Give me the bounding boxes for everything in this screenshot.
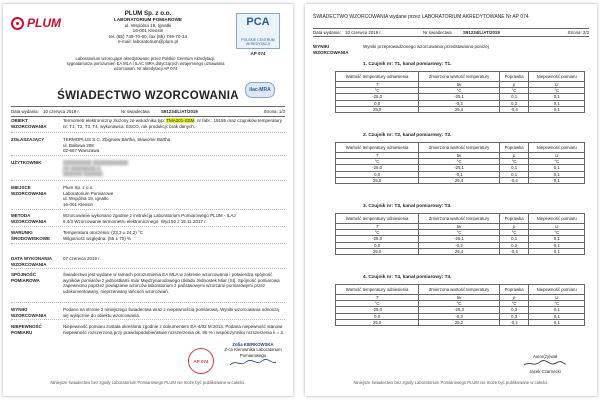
field-value: 07 czerwca 2019 r. — [63, 256, 101, 261]
column-header: Zmierzona wartość temperatury — [419, 214, 500, 224]
symbol-cell: p — [499, 224, 529, 230]
column-header: Zmierzona wartość temperatury — [419, 285, 500, 295]
table-cell: -0,2 — [419, 100, 500, 106]
table-cell: 0,1 — [529, 242, 585, 248]
author-block — [505, 354, 585, 375]
table-cell: -0,3 — [419, 313, 500, 319]
accreditation-statement: Laboratorium wzorcujące akredytowane przez Polskie Centrum Akredytacji, sygnatariusza porozumień EA MLA i ILAC MRA dotyczących wzajemnego uznawania wzorcowań. Nr akredytacji AP 074 — [66, 56, 225, 72]
plum-logo — [11, 16, 67, 32]
table-cell: 0,0 — [336, 242, 419, 248]
certificate-title: ŚWIADECTWO WZORCOWANIA — [57, 90, 239, 102]
unit-cell: °C — [336, 88, 419, 94]
table-cell: -25,0 — [336, 165, 419, 171]
lab-company: PLUM Sp. z o.o. — [124, 10, 172, 17]
unit-cell: °C — [529, 301, 585, 307]
field-label: ZGŁASZAJĄCY — [11, 137, 45, 142]
table-cell: 0,1 — [499, 236, 529, 242]
unit-cell: °C — [499, 301, 529, 307]
symbol-cell: p — [499, 295, 529, 301]
table-cell: -0,1 — [419, 171, 500, 177]
symbol-cell: tw — [419, 153, 500, 159]
table-cell: -0,2 — [419, 242, 500, 248]
column-header: Wartość temperatury odniesienia — [336, 143, 419, 153]
table-cell: 0,3 — [499, 307, 529, 313]
unit-cell: °C — [336, 301, 419, 307]
table-header-row — [336, 143, 585, 153]
sensor-section-title: 3. Czujnik nr: T3, kanał pomiarowy: T3. — [363, 204, 452, 209]
sensor-section-title: 4. Czujnik nr: T4, kanał pomiarowy: T4. — [363, 275, 452, 280]
table-row — [336, 106, 585, 112]
table-cell: 25,4 — [419, 248, 500, 254]
symbol-cell: tw — [419, 82, 500, 88]
symbol-cell: tw — [419, 295, 500, 301]
unit-cell: °C — [499, 159, 529, 165]
field-value: Niepewność pomiaru została określona zgodnie z dokumentem EA-4/02 M:2013. Podana niepewność stanowi niepewność rozszerzoną przy prawdopodobieństwie rozszerzenia ok. 95 % i współczynniku rozszerzenia k = 2. — [63, 324, 285, 335]
table-cell: 25,2 — [419, 319, 500, 325]
symbol-cell: U — [529, 295, 585, 301]
symbol-cell: T — [336, 82, 419, 88]
issue-date-label: Data wydania: — [11, 109, 39, 114]
lab-header — [83, 10, 213, 45]
table-cell: 0,1 — [529, 165, 585, 171]
field-zglaszajacy — [11, 137, 285, 156]
certificate-page-1 — [3, 4, 293, 396]
handwritten-signature — [228, 358, 278, 368]
table-cell: 0,1 — [529, 307, 585, 313]
field-value: TERMOPLUS S.C. Zbigniew Bartha, Sławomir Bartha ul. Bałtowa 208 02-667 Warszawa — [63, 137, 171, 154]
calibration-table — [335, 284, 585, 326]
table-cell: -25,1 — [419, 94, 500, 100]
issue-date-value: 10 czerwca 2019 r. — [43, 109, 80, 114]
issue-date-value: 10 czerwca 2019 r. — [345, 30, 382, 35]
page-number: Strona: 2/3 — [567, 30, 589, 35]
field-label: NIEPEWNOŚĆ POMIARU — [11, 324, 42, 335]
calibration-table — [335, 71, 585, 113]
table-cell: -25,0 — [336, 307, 419, 313]
field-label: METODA WZORCOWANIA — [11, 213, 47, 224]
table-cell: -25,1 — [419, 165, 500, 171]
table-cell: 0,2 — [499, 242, 529, 248]
symbol-cell: T — [336, 224, 419, 230]
accreditation-code: AP 074 — [250, 51, 266, 56]
field-label: OBIEKT WZORCOWANIA — [11, 118, 47, 129]
table-cell: 25,4 — [419, 106, 500, 112]
unit-cell: °C — [529, 159, 585, 165]
signatory-name: Zofia KIERKOWSKA — [232, 342, 274, 347]
plum-logo-text: PLUM — [27, 16, 61, 30]
field-label: WARUNKI ŚRODOWISKOWE — [11, 230, 50, 241]
column-header: Poprawka — [499, 214, 529, 224]
cert-number-label: Nr świadectwa — [423, 30, 452, 35]
unit-cell: °C — [419, 159, 500, 165]
column-header: Niepewność pomiaru — [529, 143, 585, 153]
cert-number-value: S91234/L/AT/2019 — [161, 109, 198, 114]
column-header: Wartość temperatury odniesienia — [336, 72, 419, 82]
author-label: Autor(zy)wał — [533, 354, 557, 359]
table-cell: 0,1 — [499, 165, 529, 171]
pca-logo-text: PCA — [246, 16, 270, 28]
issue-date-label: Data wydania: — [313, 30, 341, 35]
field-value: Termometr elektroniczny złożony ze wskaźnika typ: TMA201-SSM, nr fabr.: 19155 oraz czujników temperatury nr: T1, T2, T3, T4, wykonawca: ESCO, rok produkcji: brak danych. — [63, 118, 283, 129]
table-cell: 0,0 — [336, 100, 419, 106]
unit-cell: °C — [419, 88, 500, 94]
field-warunki — [11, 230, 285, 244]
cert-number-value: S91234/L/AT/2019 — [463, 30, 500, 35]
table-cell: 0,1 — [529, 248, 585, 254]
certificate-meta-row — [11, 106, 285, 117]
table-cell: -0,4 — [499, 177, 529, 183]
column-header: Niepewność pomiaru — [529, 285, 585, 295]
column-header: Niepewność pomiaru — [529, 214, 585, 224]
unit-cell: °C — [529, 88, 585, 94]
results-intro: Wyniki przeprowadzonego wzorcowania przedstawiono poniżej — [363, 44, 489, 49]
field-value: Wzorcowanie wykonano zgodnie z instrukcją Laboratorium Pomiarowego PLUM - ILAJ 6.4/3 Wzorcowanie termometru elektronicznego. Wyd.50 z 15.11.2017 r. — [63, 213, 236, 224]
field-data-wykonania — [11, 256, 285, 269]
lab-phone: tel. (85) 749-70-00, fax (85) 749-70-14 — [108, 33, 188, 39]
sensor-section-title: 2. Czujnik nr: T2, kanał pomiarowy: T2. — [363, 133, 452, 138]
results-label: WYNIKI WZORCOWANIA — [313, 44, 349, 55]
table-cell: 25,0 — [336, 106, 419, 112]
field-metoda — [11, 213, 285, 227]
table-cell: 0,1 — [529, 313, 585, 319]
field-spojnosc — [11, 272, 285, 303]
unit-cell: °C — [499, 230, 529, 236]
page2-meta-row — [313, 28, 589, 37]
page-footer: Niniejsze świadectwo bez zgody Laboratorium Pomiarowego PLUM nie może być publikowane w całości. — [50, 380, 246, 385]
redacted-user-info: █████████ ███████████ ██ ████████ █ ██████ ██████ — [63, 160, 129, 177]
table-cell: 0,1 — [499, 94, 529, 100]
field-value: Świadectwo jest wydane w ramach porozumienia EA MLA w zakresie wzorcowania i potwierdza spójność wyników pomiarów z jednostkami miar Międzynarodowego Układu Jednostek Miar (SI). Spójność pomiarowa zapewniono poprzez powiązanie wzorców laboratorium z państwowymi wzorcami pomiarowymi przez udokumentowany, nieprzerwany łańcuch wzorcowań. — [63, 272, 280, 294]
field-value: Podano na stronie 2 niniejszego świadectwa wraz z niepewnością pomiarową. Wyniki wzorcowania odnoszą się wyłącznie do obiektu wzorcowania. — [63, 307, 279, 318]
symbol-cell: U — [529, 153, 585, 159]
author-signature — [520, 359, 570, 369]
field-miejsce — [11, 185, 285, 210]
table-cell: 25,4 — [419, 177, 500, 183]
table-cell: 0,0 — [336, 313, 419, 319]
table-cell: 0,1 — [529, 106, 585, 112]
column-header: Wartość temperatury odniesienia — [336, 214, 419, 224]
accreditation-stamp: AP 074 — [188, 348, 214, 374]
table-cell: -25,3 — [419, 307, 500, 313]
table-cell: -25,0 — [336, 236, 419, 242]
symbol-cell: p — [499, 82, 529, 88]
table-cell: 0,1 — [529, 177, 585, 183]
field-label: DATA WYKONANIA WZORCOWANIA — [11, 256, 52, 267]
field-wyniki — [11, 307, 285, 320]
table-cell: 0,3 — [499, 313, 529, 319]
symbol-cell: U — [529, 224, 585, 230]
table-cell: 0,0 — [336, 171, 419, 177]
unit-cell: °C — [419, 301, 500, 307]
page2-header: ŚWIADECTWO WZORCOWANIA wydane przez LABORATORIUM AKREDYTOWANE Nr AP 074 — [313, 14, 529, 20]
symbol-cell: T — [336, 295, 419, 301]
table-header-row — [336, 214, 585, 224]
column-header: Poprawka — [499, 143, 529, 153]
table-row — [336, 319, 585, 325]
field-label: UŻYTKOWNIK — [11, 160, 42, 165]
cert-number-label: Nr świadectwa — [121, 109, 150, 114]
pca-logo-subtitle: POLSKIE CENTRUM AKREDYTACJI — [241, 38, 275, 46]
table-cell: -0,2 — [499, 319, 529, 325]
symbol-cell: tw — [419, 224, 500, 230]
table-row — [336, 248, 585, 254]
field-value: Plum Sp. z o.o. Laboratorium Pomiarowe ul. Wspólna 19, Ignatki 16-001 Kleosin — [63, 185, 114, 207]
table-cell: 0,1 — [529, 319, 585, 325]
symbol-cell: p — [499, 153, 529, 159]
table-cell: 25,0 — [336, 319, 419, 325]
table-cell: -0,4 — [499, 248, 529, 254]
column-header: Niepewność pomiaru — [529, 72, 585, 82]
calibration-table — [335, 142, 585, 184]
unit-cell: °C — [336, 230, 419, 236]
lab-city: 16-001 Kleosin — [132, 28, 164, 34]
table-header-row — [336, 72, 585, 82]
table-cell: 25,0 — [336, 248, 419, 254]
table-header-row — [336, 285, 585, 295]
field-value: Temperatura otoczenia: (23,3 ± 24,2) °C Wilgotność względna: (55 ± 70) % — [63, 230, 144, 241]
table-cell: -25,1 — [419, 236, 500, 242]
column-header: Zmierzona wartość temperatury — [419, 143, 500, 153]
table-row — [336, 177, 585, 183]
table-cell: 0,1 — [529, 100, 585, 106]
field-niepewnosc — [11, 324, 285, 342]
lab-name: LABORATORIUM POMIAROWE — [114, 17, 182, 22]
unit-cell: °C — [499, 88, 529, 94]
pca-logo — [236, 13, 280, 49]
ilac-mra-logo: ilac-MRA — [245, 82, 275, 98]
field-label: MIEJSCE WZORCOWANIA — [11, 185, 47, 196]
signatory-role: Z-ca Kierownika Laboratorium Pomiarowego — [224, 347, 282, 358]
table-cell: 0,1 — [499, 171, 529, 177]
symbol-cell: T — [336, 153, 419, 159]
column-header: Wartość temperatury odniesienia — [336, 285, 419, 295]
calibration-table — [335, 213, 585, 255]
signature-block — [215, 342, 291, 368]
column-header: Poprawka — [499, 285, 529, 295]
sensor-section-title: 1. Czujnik nr: T1, kanał pomiarowy: T1. — [363, 62, 452, 67]
unit-cell: °C — [419, 230, 500, 236]
column-header: Zmierzona wartość temperatury — [419, 72, 500, 82]
table-cell: -25,0 — [336, 94, 419, 100]
table-cell: 0,2 — [499, 100, 529, 106]
table-cell: -0,4 — [499, 106, 529, 112]
page-number: Strona: 1/3 — [263, 109, 285, 114]
table-cell: 25,0 — [336, 177, 419, 183]
field-label: WYNIKI WZORCOWANIA — [11, 307, 47, 318]
table-cell: 0,1 — [529, 171, 585, 177]
field-obiekt — [11, 118, 285, 133]
device-model-highlight: TMA201-SSM — [166, 118, 195, 123]
plum-logo-icon — [11, 17, 24, 30]
unit-cell: °C — [336, 159, 419, 165]
column-header: Poprawka — [499, 72, 529, 82]
lab-street: ul. Wspólna 19, Ignatki — [124, 22, 172, 28]
field-label: SPÓJNOŚĆ POMIAROWA — [11, 272, 40, 283]
lab-email: e-mail: laboratorium@plum.pl — [117, 39, 179, 45]
field-uzytkownik — [11, 160, 285, 181]
certificate-page-2 — [305, 4, 597, 396]
unit-cell: °C — [529, 230, 585, 236]
author-name: Jacek Czarnecki — [529, 369, 561, 375]
table-cell: 0,1 — [529, 94, 585, 100]
page-footer: Niniejsze świadectwo bez zgody Laboratorium Pomiarowego PLUM nie może być publikowane w całości. — [353, 380, 549, 385]
table-cell: 0,1 — [529, 236, 585, 242]
symbol-cell: U — [529, 82, 585, 88]
